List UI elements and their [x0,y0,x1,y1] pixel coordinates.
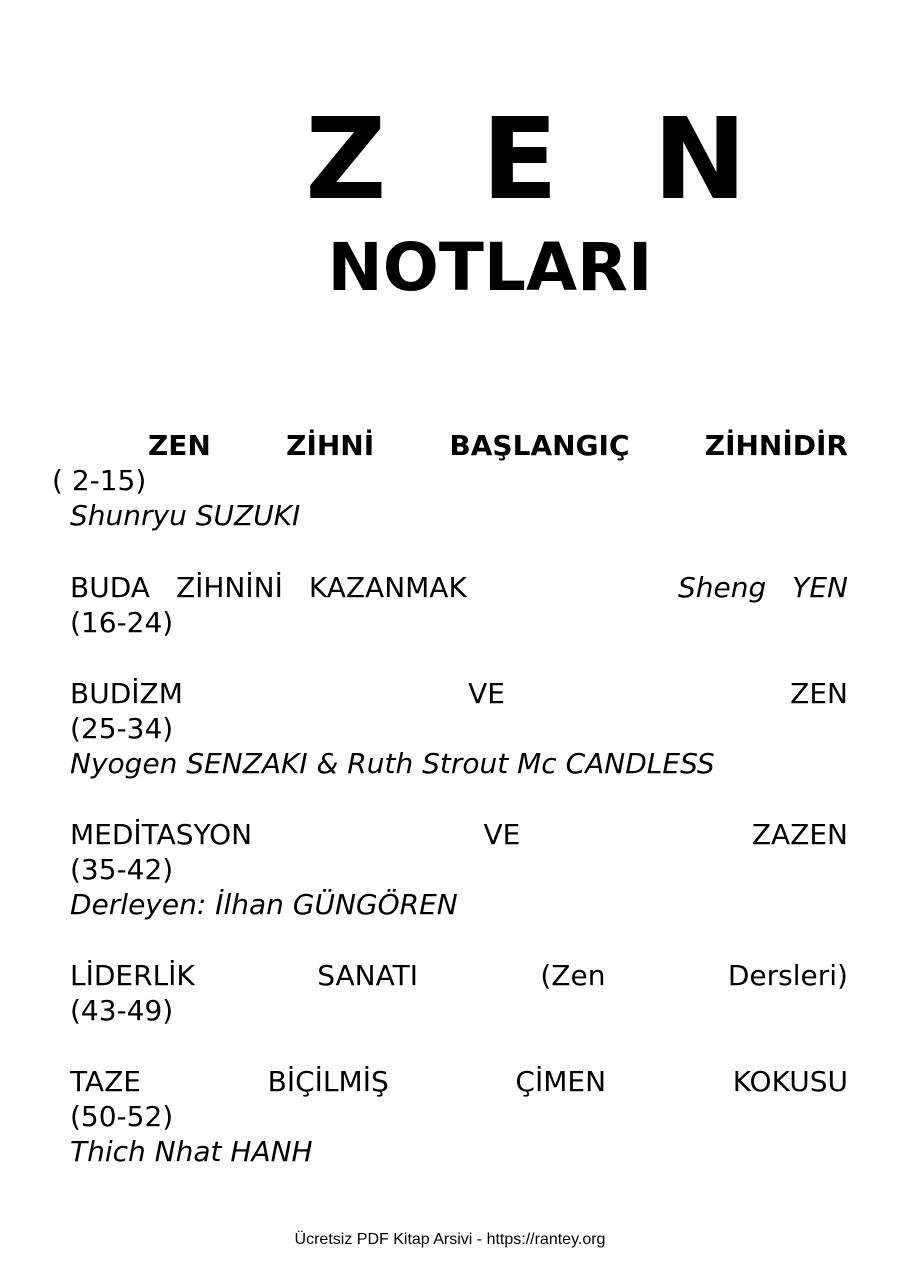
entry-author: Derleyen: İlhan GÜNGÖREN [70,888,458,921]
entry-author: Nyogen SENZAKI & Ruth Strout Mc CANDLESS [70,747,715,780]
entry-word: BAŞLANGIÇ [449,429,630,462]
entry-word: BİÇİLMİŞ [267,1065,389,1098]
entry-word: SANATI [317,959,418,992]
entry-word: MEDİTASYON [70,818,253,851]
toc-entry-4 [70,817,848,922]
entry-word: ZİHNİ [286,429,375,462]
entry-pages: (43-49) [70,994,174,1027]
entry-author: Thich Nhat HANH [70,1135,313,1168]
toc-entry-1 [52,428,848,533]
entry-title [70,570,848,605]
entry-pages: (35-42) [70,853,174,886]
entry-pages: (50-52) [70,1100,174,1133]
entry-pages: (16-24) [70,606,174,639]
entry-word: Dersleri) [727,959,848,992]
entry-title [70,958,848,993]
entry-word: TAZE [70,1065,141,1098]
toc-entry-3 [70,676,848,781]
entry-title [70,676,848,711]
toc-entry-6 [70,1064,848,1169]
entry-word: KAZANMAK [308,571,467,604]
entry-word: VE [468,677,505,710]
toc-entry-2 [70,570,848,640]
entry-pages: ( 2-15) [52,464,147,497]
entry-word: LİDERLİK [70,959,195,992]
entry-pages: (25-34) [70,712,174,745]
entry-word: VE [483,818,521,851]
entry-word: ZAZEN [751,818,848,851]
entry-word: BUDA [70,571,150,604]
entry-word: ZEN [790,677,848,710]
entry-author-inline [678,570,848,605]
title-zen: Z E N [305,95,775,225]
entry-author-word: Sheng [677,571,767,604]
entry-word: ÇİMEN [515,1065,607,1098]
title-notlari: NOTLARI [327,229,653,306]
entry-title [70,428,848,463]
entry-word: ZEN [148,429,211,462]
entry-word: ZİHNİDİR [704,429,848,462]
toc-entry-5 [70,958,848,1028]
entry-word: BUDİZM [70,677,183,710]
entry-word: KOKUSU [732,1065,848,1098]
entry-title [70,1064,848,1099]
entry-word: (Zen [540,959,606,992]
footer-link[interactable]: Ücretsiz PDF Kitap Arsivi - https://rantey.org [294,1231,606,1248]
entry-author: Shunryu SUZUKI [70,499,301,532]
entry-title [70,817,848,852]
entry-author-word: YEN [792,571,848,604]
entry-word: ZİHNİNİ [175,571,283,604]
